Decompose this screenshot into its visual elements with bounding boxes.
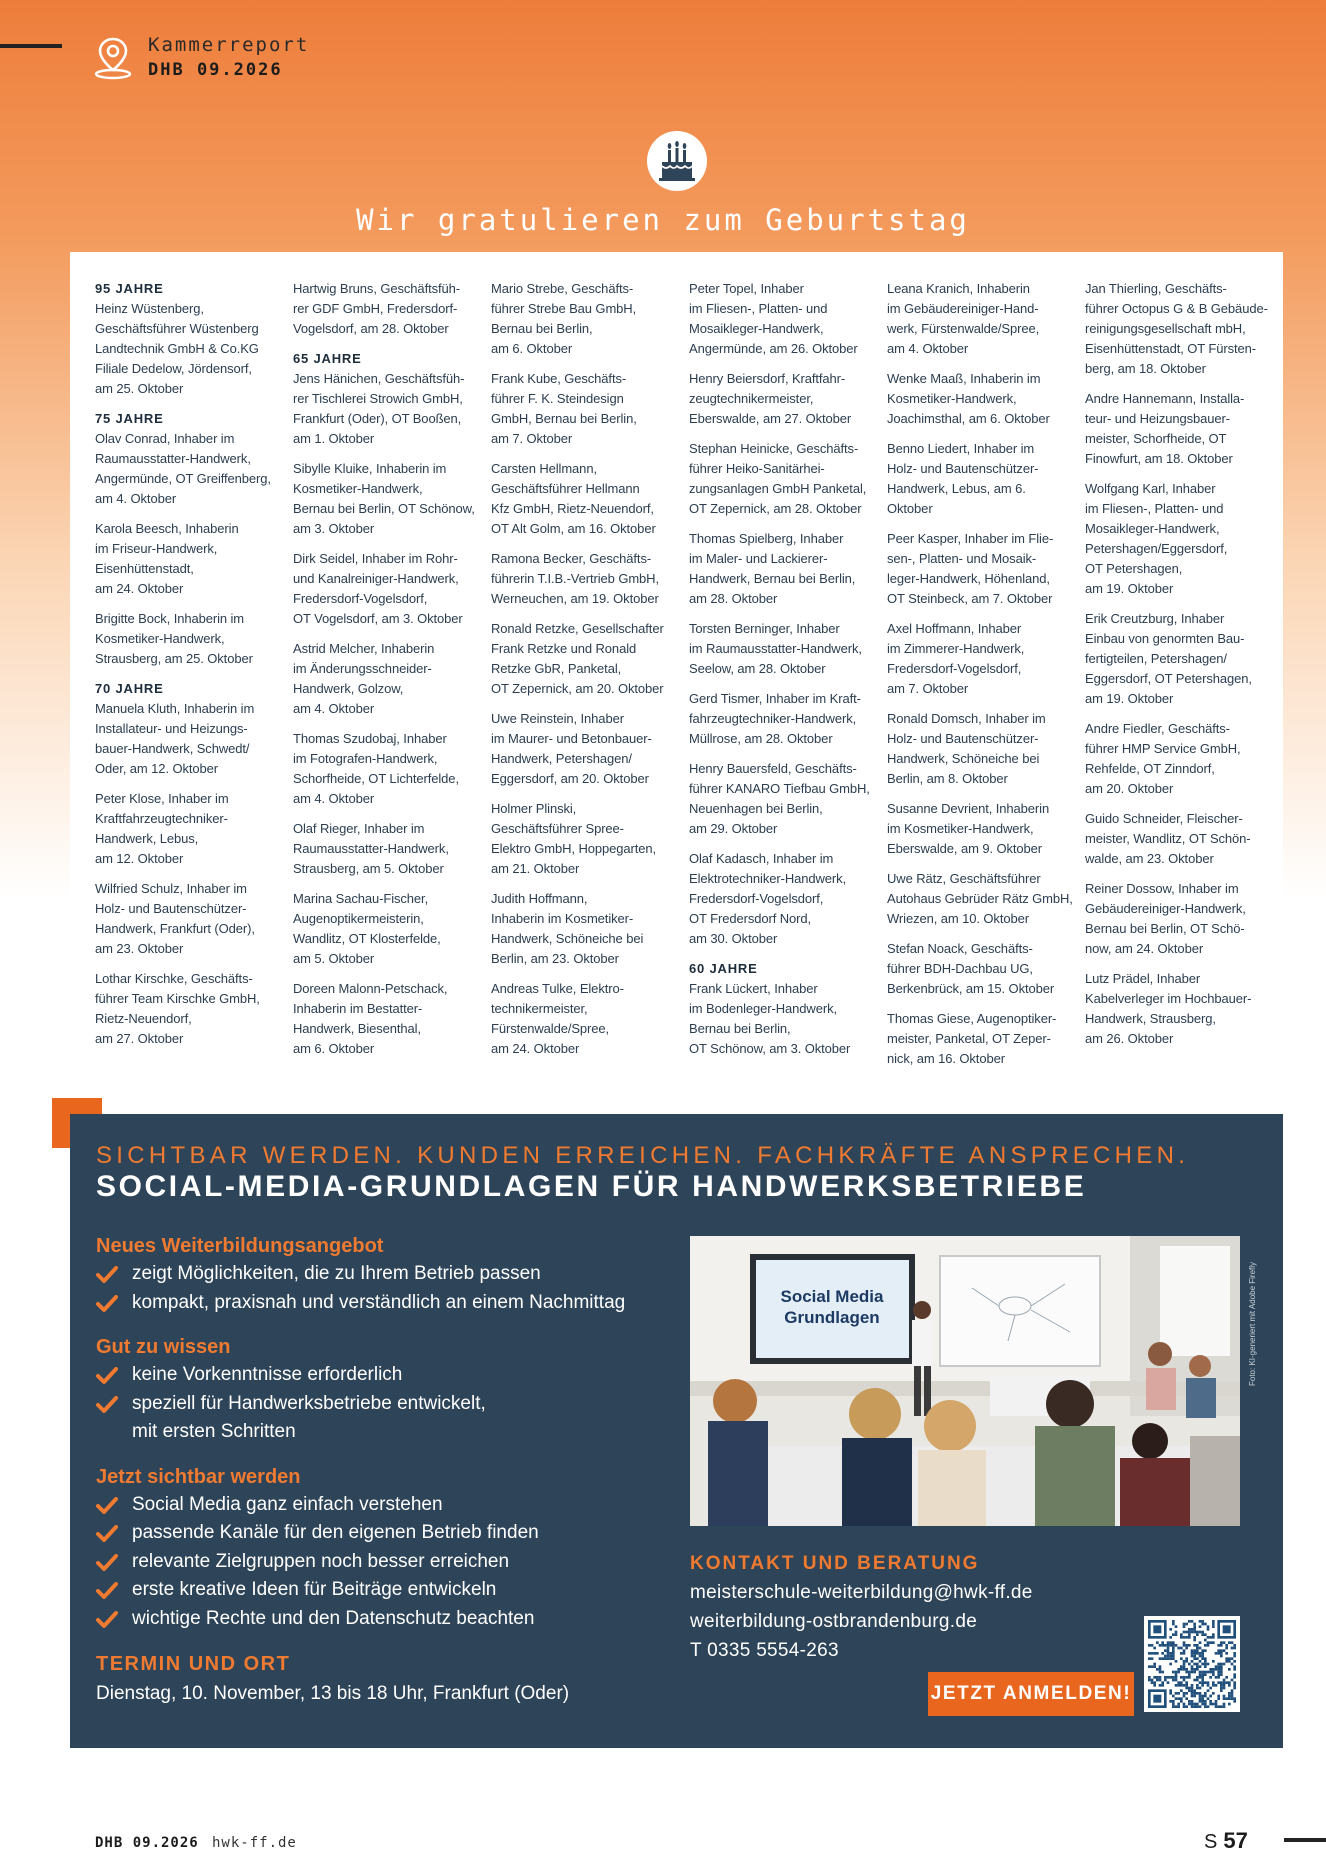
contact-website-link[interactable]: weiterbildung-ostbrandenburg.de <box>690 1611 978 1632</box>
birthday-entry: Jens Hänichen, Geschäftsfüh- rer Tischlerei Strowich GmbH, Frankfurt (Oder), OT Booßen, am 1. Oktober <box>293 371 465 446</box>
birthday-entry: Olaf Kadasch, Inhaber im Elektrotechniker-Handwerk, Fredersdorf-Vogelsdorf, OT Fredersdorf Nord, am 30. Oktober <box>689 851 847 946</box>
check-list-item-text: keine Vorkenntnisse erforderlich <box>132 1364 403 1385</box>
check-list-item <box>96 1605 686 1634</box>
check-list-item-text: Social Media ganz einfach verstehen <box>132 1493 443 1515</box>
termin-text: Dienstag, 10. November, 13 bis 18 Uhr, Frankfurt (Oder) <box>96 1683 570 1704</box>
checkmark-icon <box>96 1295 118 1312</box>
birthday-entry: Guido Schneider, Fleischer- meister, Wandlitz, OT Schön- walde, am 23. Oktober <box>1085 811 1251 866</box>
checkmark-icon <box>96 1611 118 1628</box>
birthday-entry: Henry Beiersdorf, Kraftfahr- zeugtechnikermeister, Eberswalde, am 27. Oktober <box>689 371 852 426</box>
birthday-entry: Benno Liedert, Inhaber im Holz- und Bautenschützer- Handwerk, Lebus, am 6. Oktober <box>887 441 1039 516</box>
checkmark-icon <box>96 1525 118 1542</box>
promo-section-heading: Gut zu wissen <box>96 1336 231 1358</box>
birthday-entry: Andreas Tulke, Elektro- technikermeister, Fürstenwalde/Spree, am 24. Oktober <box>491 981 624 1056</box>
birthday-entry: Erik Creutzburg, Inhaber Einbau von genormten Bau- fertigteilen, Petershagen/ Eggersdorf, OT Petershagen, am 19. Oktober <box>1085 611 1252 706</box>
check-list-item <box>96 1519 686 1548</box>
birthday-entry: Manuela Kluth, Inhaberin im Installateur- und Heizungs- bauer-Handwerk, Schwedt/ Oder, am 12. Oktober <box>95 701 255 776</box>
check-list-item-text: wichtige Rechte und den Datenschutz beachten <box>132 1607 535 1629</box>
birthday-entry: Doreen Malonn-Petschack, Inhaberin im Bestatter- Handwerk, Biesenthal, am 6. Oktober <box>293 981 448 1056</box>
birthday-entry: Karola Beesch, Inhaberin im Friseur-Handwerk, Eisenhüttenstadt, am 24. Oktober <box>95 521 239 596</box>
checkmark-icon <box>96 1367 118 1384</box>
photo-credit: Foto: KI-generiert mit Adobe Firefly <box>1248 1261 1257 1386</box>
birthday-entry: Leana Kranich, Inhaberin im Gebäudereiniger-Hand- werk, Fürstenwalde/Spree, am 4. Oktober <box>887 281 1040 356</box>
birthday-entry: Peter Klose, Inhaber im Kraftfahrzeugtechniker- Handwerk, Lebus, am 12. Oktober <box>95 791 229 866</box>
page-title: Wir gratulieren zum Geburtstag <box>356 203 970 237</box>
birthday-entry: Torsten Berninger, Inhaber im Raumausstatter-Handwerk, Seelow, am 28. Oktober <box>689 621 862 676</box>
page-prefix: S <box>1204 1831 1218 1853</box>
birthday-column <box>293 279 479 1069</box>
footer-rule <box>1284 1838 1326 1842</box>
checkmark-icon <box>96 1266 118 1283</box>
promo-subtitle: SICHTBAR WERDEN. KUNDEN ERREICHEN. FACHKRÄFTE ANSPRECHEN. <box>96 1142 1190 1169</box>
birthday-column <box>1085 279 1271 1059</box>
birthday-entry: Ronald Retzke, Gesellschafter Frank Retzke und Ronald Retzke GbR, Panketal, OT Zepernick, am 20. Oktober <box>491 621 664 696</box>
check-list-item <box>96 1390 686 1447</box>
birthday-entry: Uwe Rätz, Geschäftsführer Autohaus Gebrüder Rätz GmbH, Wriezen, am 10. Oktober <box>887 871 1073 926</box>
classroom-photo <box>690 1236 1240 1526</box>
qr-code-icon[interactable] <box>1144 1616 1240 1712</box>
birthday-entry: Dirk Seidel, Inhaber im Rohr- und Kanalreiniger-Handwerk, Fredersdorf-Vogelsdorf, OT Vogelsdorf, am 3. Oktober <box>293 551 463 626</box>
check-list-item <box>96 1289 686 1318</box>
birthday-entry: Mario Strebe, Geschäfts- führer Strebe Bau GmbH, Bernau bei Berlin, am 6. Oktober <box>491 281 637 356</box>
screen-text-line1: Social Media <box>780 1287 884 1306</box>
contact-heading: KONTAKT UND BERATUNG <box>690 1553 980 1574</box>
birthday-entry: Wenke Maaß, Inhaberin im Kosmetiker-Handwerk, Joachimsthal, am 6. Oktober <box>887 371 1050 426</box>
header-rule <box>0 44 62 48</box>
register-button[interactable]: JETZT ANMELDEN! <box>928 1672 1134 1716</box>
checkmark-icon <box>96 1497 118 1514</box>
birthday-entry: Gerd Tismer, Inhaber im Kraft- fahrzeugtechniker-Handwerk, Müllrose, am 28. Oktober <box>689 691 861 746</box>
section-label: Kammerreport <box>148 34 310 56</box>
birthday-entry: Marina Sachau-Fischer, Augenoptikermeisterin, Wandlitz, OT Klosterfelde, am 5. Oktober <box>293 891 441 966</box>
age-group-heading: 95 JAHRE <box>95 281 164 296</box>
birthday-entry: Frank Kube, Geschäfts- führer F. K. Steindesign GmbH, Bernau bei Berlin, am 7. Oktober <box>491 371 637 446</box>
birthday-entry: Hartwig Bruns, Geschäftsfüh- rer GDF GmbH, Fredersdorf- Vogelsdorf, am 28. Oktober <box>293 281 460 336</box>
birthday-cake-icon <box>646 130 708 192</box>
contact-phone: T 0335 5554-263 <box>690 1640 839 1661</box>
birthday-column <box>887 279 1073 1079</box>
promo-panel <box>70 1114 1283 1748</box>
promo-section-heading: Jetzt sichtbar werden <box>96 1465 301 1488</box>
check-list-item-text: kompakt, praxisnah und verständlich an einem Nachmittag <box>132 1291 626 1313</box>
birthday-entry: Brigitte Bock, Inhaberin im Kosmetiker-Handwerk, Strausberg, am 25. Oktober <box>95 611 253 666</box>
check-list-item-text: relevante Zielgruppen noch besser erreichen <box>132 1550 510 1572</box>
promo-title: SOCIAL-MEDIA-GRUNDLAGEN FÜR HANDWERKSBETRIEBE <box>96 1170 1087 1203</box>
contact-block <box>690 1550 1033 1665</box>
birthday-entry: Ramona Becker, Geschäfts- führerin T.I.B.-Vertrieb GmbH, Werneuchen, am 19. Oktober <box>491 551 659 606</box>
birthday-column <box>689 279 875 1069</box>
promo-section-heading: Neues Weiterbildungsangebot <box>96 1235 384 1257</box>
birthday-entry: Wilfried Schulz, Inhaber im Holz- und Bautenschützer- Handwerk, Frankfurt (Oder), am 23. Oktober <box>95 881 255 956</box>
birthday-list-panel <box>70 252 1283 1066</box>
check-list-item <box>96 1361 686 1390</box>
birthday-entry: Lutz Prädel, Inhaber Kabelverleger im Hochbauer- Handwerk, Strausberg, am 26. Oktober <box>1085 971 1252 1046</box>
screen-text-line2: Grundlagen <box>784 1308 880 1327</box>
promo-benefits <box>96 1232 686 1709</box>
birthday-entry: Jan Thierling, Geschäfts- führer Octopus G & B Gebäude- reinigungsgesellschaft mbH, Eisenhüttenstadt, OT Fürsten- berg, am 18. Oktober <box>1085 281 1268 376</box>
birthday-entry: Axel Hoffmann, Inhaber im Zimmerer-Handwerk, Fredersdorf-Vogelsdorf, am 7. Oktober <box>887 621 1025 696</box>
check-list <box>96 1260 686 1317</box>
check-list-item <box>96 1548 686 1577</box>
birthday-entry: Peter Topel, Inhaber im Fliesen-, Platten- und Mosaikleger-Handwerk, Angermünde, am 26. Oktober <box>689 281 858 356</box>
birthday-entry: Astrid Melcher, Inhaberin im Änderungsschneider- Handwerk, Golzow, am 4. Oktober <box>293 641 435 716</box>
check-list <box>96 1361 686 1447</box>
check-list-item-text: speziell für Handwerksbetriebe entwickelt, mit ersten Schritten <box>132 1392 486 1442</box>
promo-sections <box>96 1232 686 1633</box>
check-list-item-text: passende Kanäle für den eigenen Betrieb finden <box>132 1522 539 1543</box>
birthday-column <box>491 279 677 1069</box>
birthday-entry: Peer Kasper, Inhaber im Flie- sen-, Platten- und Mosaik- leger-Handwerk, Höhenland, OT Steinbeck, am 7. Oktober <box>887 531 1054 606</box>
check-list-item <box>96 1260 686 1289</box>
age-group-heading: 60 JAHRE <box>689 961 758 976</box>
location-pin-icon <box>92 36 134 80</box>
footer-website: hwk-ff.de <box>212 1835 297 1851</box>
birthday-entry: Thomas Szudobaj, Inhaber im Fotografen-Handwerk, Schorfheide, OT Lichterfelde, am 4. Oktober <box>293 731 459 806</box>
check-list-item <box>96 1576 686 1605</box>
page-number-value: 57 <box>1223 1828 1248 1853</box>
birthday-entry: Heinz Wüstenberg, Geschäftsführer Wüstenberg Landtechnik GmbH & Co.KG Filiale Dedelow, Jördensorf, am 25. Oktober <box>95 301 259 396</box>
birthday-entry: Uwe Reinstein, Inhaber im Maurer- und Betonbauer- Handwerk, Petershagen/ Eggersdorf, am 20. Oktober <box>491 711 652 786</box>
check-list-item <box>96 1491 686 1520</box>
birthday-entry: Andre Fiedler, Geschäfts- führer HMP Service GmbH, Rehfelde, OT Zinndorf, am 20. Oktober <box>1085 721 1241 796</box>
birthday-entry: Frank Lückert, Inhaber im Bodenleger-Handwerk, Bernau bei Berlin, OT Schönow, am 3. Oktober <box>689 981 851 1056</box>
birthday-entry: Wolfgang Karl, Inhaber im Fliesen-, Platten- und Mosaikleger-Handwerk, Petershagen/Eggersdorf, OT Petershagen, am 19. Oktober <box>1085 481 1228 596</box>
check-list-item-text: erste kreative Ideen für Beiträge entwickeln <box>132 1579 497 1600</box>
birthday-entry: Stephan Heinicke, Geschäfts- führer Heiko-Sanitärhei- zungsanlagen GmbH Panketal, OT Zepernick, am 28. Oktober <box>689 441 867 516</box>
checkmark-icon <box>96 1396 118 1413</box>
birthday-entry: Susanne Devrient, Inhaberin im Kosmetiker-Handwerk, Eberswalde, am 9. Oktober <box>887 801 1050 856</box>
check-list <box>96 1491 686 1634</box>
age-group-heading: 65 JAHRE <box>293 351 362 366</box>
checkmark-icon <box>96 1582 118 1599</box>
birthday-column <box>95 279 281 1059</box>
birthday-entry: Lothar Kirschke, Geschäfts- führer Team Kirschke GmbH, Rietz-Neuendorf, am 27. Oktober <box>95 971 260 1046</box>
age-group-heading: 70 JAHRE <box>95 681 164 696</box>
birthday-entry: Thomas Giese, Augenoptiker- meister, Panketal, OT Zeper- nick, am 16. Oktober <box>887 1011 1057 1066</box>
checkmark-icon <box>96 1554 118 1571</box>
age-group-heading: 75 JAHRE <box>95 411 164 426</box>
birthday-entry: Thomas Spielberg, Inhaber im Maler- und Lackierer- Handwerk, Bernau bei Berlin, am 28. Oktober <box>689 531 856 606</box>
birthday-entry: Sibylle Kluike, Inhaberin im Kosmetiker-Handwerk, Bernau bei Berlin, OT Schönow, am 3. Oktober <box>293 461 475 536</box>
footer-issue: DHB 09.2026 <box>95 1835 199 1851</box>
birthday-entry: Henry Bauersfeld, Geschäfts- führer KANARO Tiefbau GmbH, Neuenhagen bei Berlin, am 29. Oktober <box>689 761 870 836</box>
birthday-entry: Reiner Dossow, Inhaber im Gebäudereiniger-Handwerk, Bernau bei Berlin, OT Schö- now, am 24. Oktober <box>1085 881 1246 956</box>
birthday-entry: Judith Hoffmann, Inhaberin im Kosmetiker- Handwerk, Schöneiche bei Berlin, am 23. Oktober <box>491 891 644 966</box>
check-list-item-text: zeigt Möglichkeiten, die zu Ihrem Betrieb passen <box>132 1263 541 1284</box>
page-number <box>1204 1828 1248 1854</box>
termin-heading: TERMIN UND ORT <box>96 1653 291 1675</box>
birthday-entry: Carsten Hellmann, Geschäftsführer Hellmann Kfz GmbH, Rietz-Neuendorf, OT Alt Golm, am 16. Oktober <box>491 461 656 536</box>
issue-label: DHB 09.2026 <box>148 60 283 80</box>
birthday-entry: Stefan Noack, Geschäfts- führer BDH-Dachbau UG, Berkenbrück, am 15. Oktober <box>887 941 1055 996</box>
birthday-entry: Andre Hannemann, Installa- teur- und Heizungsbauer- meister, Schorfheide, OT Finowfurt, am 18. Oktober <box>1085 391 1245 466</box>
birthday-entry: Ronald Domsch, Inhaber im Holz- und Bautenschützer- Handwerk, Schöneiche bei Berlin, am 8. Oktober <box>887 711 1046 786</box>
contact-email-link[interactable]: meisterschule-weiterbildung@hwk-ff.de <box>690 1582 1033 1603</box>
birthday-entry: Olaf Rieger, Inhaber im Raumausstatter-Handwerk, Strausberg, am 5. Oktober <box>293 821 449 876</box>
birthday-entry: Holmer Plinski, Geschäftsführer Spree- Elektro GmbH, Hoppegarten, am 21. Oktober <box>491 801 657 876</box>
birthday-entry: Olav Conrad, Inhaber im Raumausstatter-Handwerk, Angermünde, OT Greiffenberg, am 4. Oktober <box>95 431 271 506</box>
